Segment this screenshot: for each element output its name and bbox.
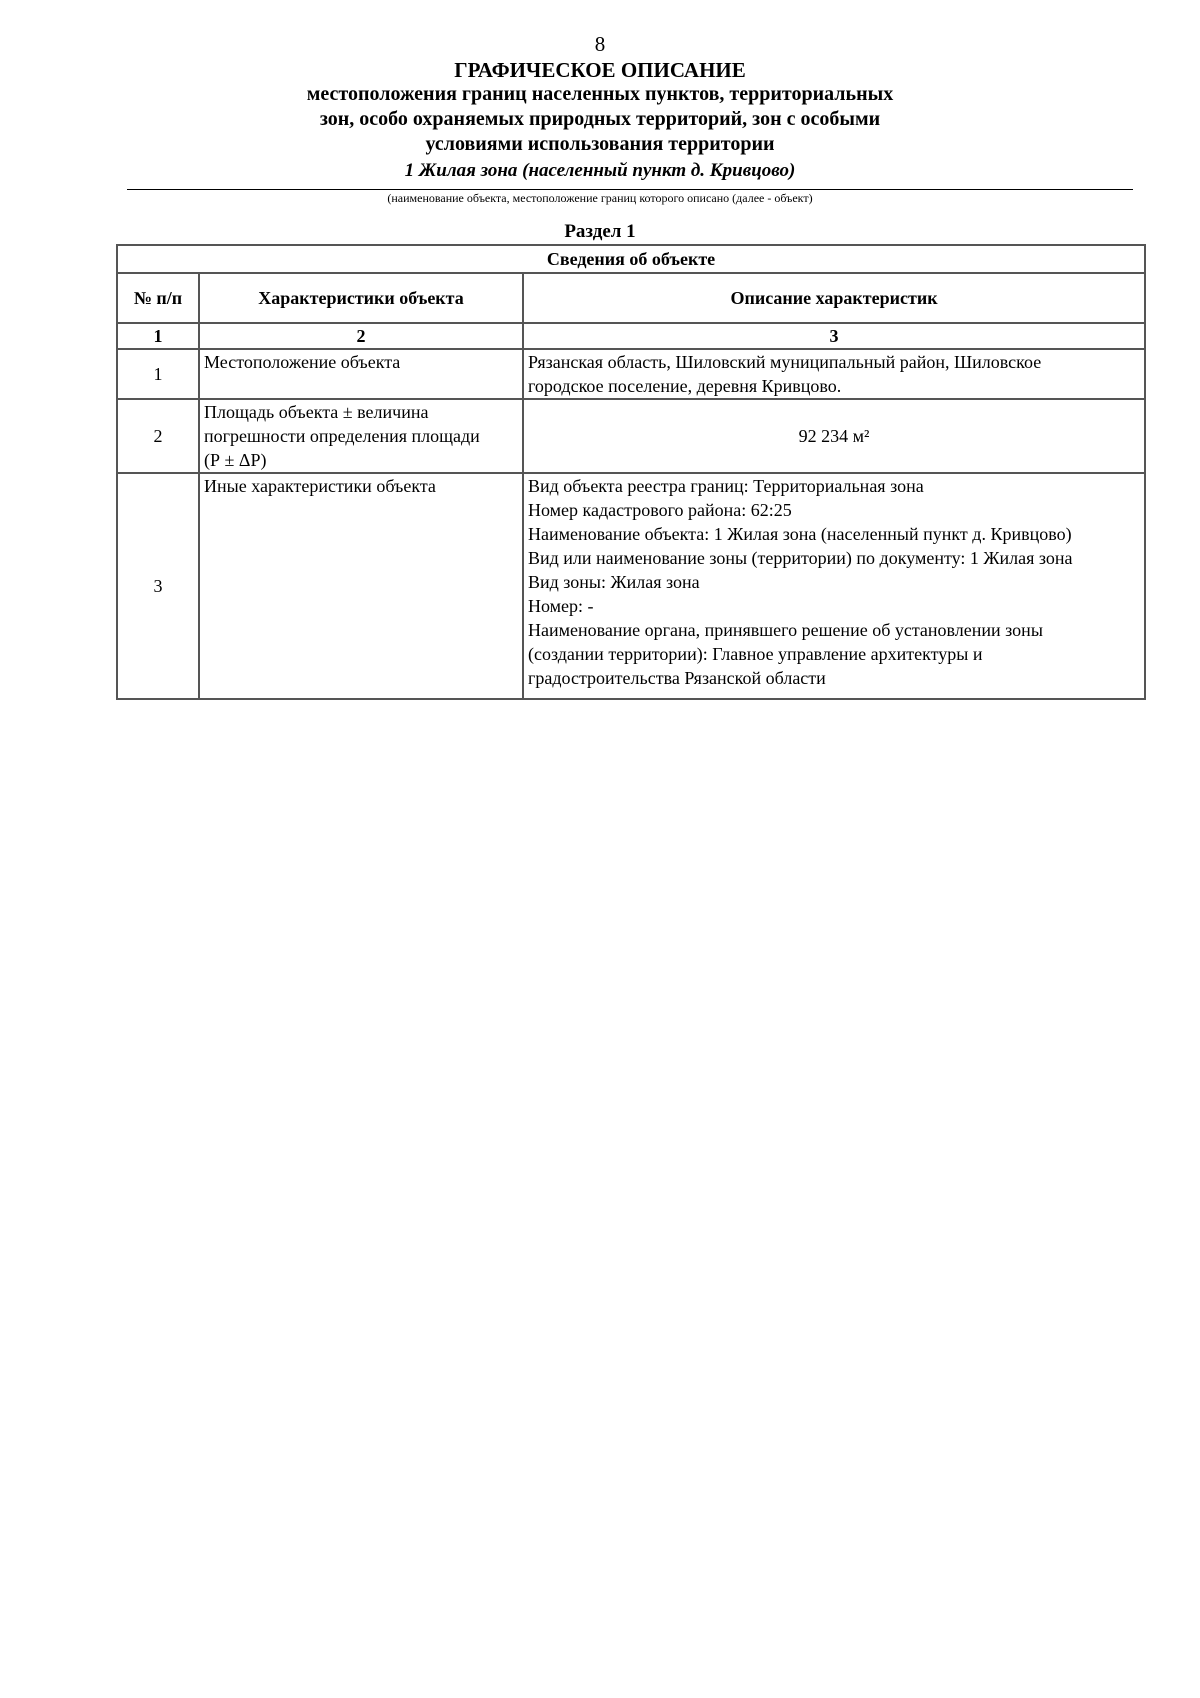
object-info-table bbox=[116, 244, 1146, 700]
row-number: 2 bbox=[117, 399, 199, 473]
object-name-caption: (наименование объекта, местоположение границ которого описано (далее - объект) bbox=[387, 191, 813, 205]
row-characteristic: Местоположение объекта bbox=[199, 349, 523, 399]
object-name-underline bbox=[127, 189, 1133, 190]
row-description: 92 234 м² bbox=[523, 399, 1145, 473]
description-line: Вид или наименование зоны (территории) по документу: 1 Жилая зона bbox=[528, 548, 1073, 568]
document-header bbox=[0, 58, 1200, 184]
characteristic-line: (Р ± ΔР) bbox=[204, 450, 267, 470]
description-line: Наименование объекта: 1 Жилая зона (населенный пункт д. Кривцово) bbox=[528, 524, 1072, 544]
row-characteristic bbox=[199, 399, 523, 473]
table-header-row bbox=[117, 273, 1145, 323]
column-header-num: № п/п bbox=[117, 273, 199, 323]
column-header-characteristic: Характеристики объекта bbox=[199, 273, 523, 323]
row-number: 3 bbox=[117, 473, 199, 699]
row-characteristic: Иные характеристики объекта bbox=[199, 473, 523, 699]
description-line: Вид зоны: Жилая зона bbox=[528, 572, 700, 592]
column-number: 2 bbox=[199, 323, 523, 349]
column-number: 3 bbox=[523, 323, 1145, 349]
characteristic-line: погрешности определения площади bbox=[204, 426, 480, 446]
page-number: 8 bbox=[594, 32, 606, 56]
table-row bbox=[117, 473, 1145, 699]
document-subtitle-line: зон, особо охраняемых природных территорий, зон с особыми bbox=[319, 108, 881, 130]
description-line: Вид объекта реестра границ: Территориальная зона bbox=[528, 476, 924, 496]
table-title-row bbox=[117, 245, 1145, 273]
table-row bbox=[117, 349, 1145, 399]
description-line: Номер: - bbox=[528, 596, 594, 616]
column-number-row bbox=[117, 323, 1145, 349]
row-description bbox=[523, 473, 1145, 699]
description-line: Рязанская область, Шиловский муниципальный район, Шиловское bbox=[528, 352, 1042, 372]
document-title: ГРАФИЧЕСКОЕ ОПИСАНИЕ bbox=[454, 58, 746, 82]
row-description bbox=[523, 349, 1145, 399]
section-title: Раздел 1 bbox=[564, 221, 636, 242]
column-header-description: Описание характеристик bbox=[523, 273, 1145, 323]
description-line: Номер кадастрового района: 62:25 bbox=[528, 500, 792, 520]
description-line: градостроительства Рязанской области bbox=[528, 668, 826, 688]
characteristic-line: Площадь объекта ± величина bbox=[204, 402, 429, 422]
document-subtitle-line: местоположения границ населенных пунктов, территориальных bbox=[306, 83, 894, 105]
table-row bbox=[117, 399, 1145, 473]
description-line: Наименование органа, принявшего решение об установлении зоны bbox=[528, 620, 1043, 640]
description-line: (создании территории): Главное управление архитектуры и bbox=[528, 644, 983, 664]
column-number: 1 bbox=[117, 323, 199, 349]
description-line: городское поселение, деревня Кривцово. bbox=[528, 376, 842, 396]
document-subtitle-line: условиями использования территории bbox=[425, 133, 775, 155]
row-number: 1 bbox=[117, 349, 199, 399]
table-title: Сведения об объекте bbox=[117, 245, 1145, 273]
object-name: 1 Жилая зона (населенный пункт д. Кривцово) bbox=[404, 160, 796, 181]
